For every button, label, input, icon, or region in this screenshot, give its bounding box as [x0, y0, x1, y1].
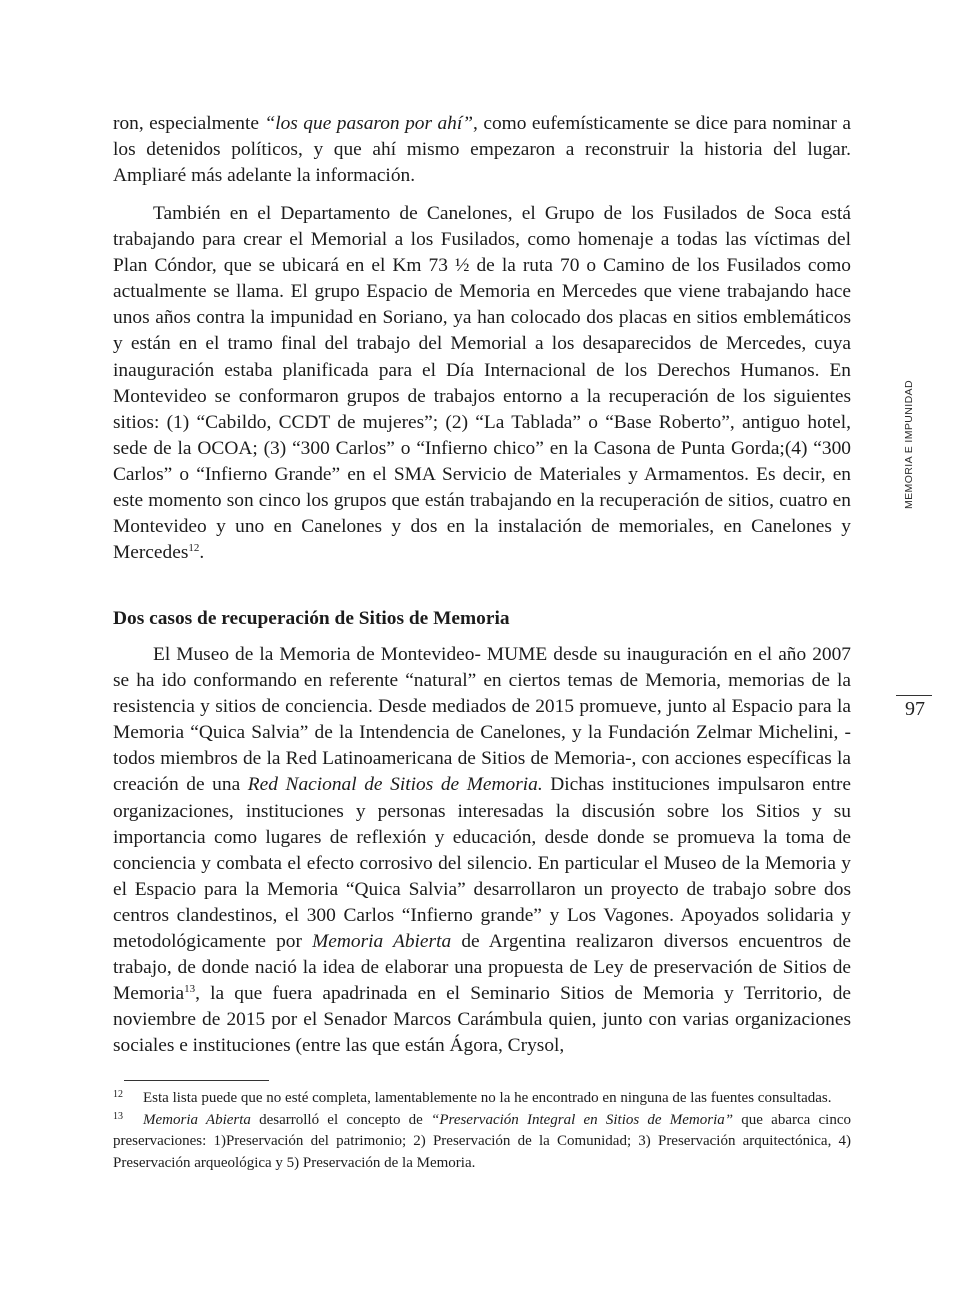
running-head: MEMORIA E IMPUNIDAD: [903, 380, 915, 509]
footnote-text: Esta lista puede que no esté completa, lamentablemente no la he encontrado en ninguna de las fuentes consultadas.: [143, 1090, 832, 1106]
page-number-rule: [896, 695, 932, 696]
paragraph-1-italic: “los que pasaron por ahí”: [264, 113, 474, 134]
footnote-italic-title: “Preservación Integral en Sitios de Memoria”: [431, 1111, 734, 1128]
paragraph-mume: [113, 642, 851, 1060]
footnote-12: 12 Esta lista puede que no esté completa, lamentablemente no la he encontrado en ninguna de las fuentes consultadas.: [113, 1089, 832, 1106]
paragraph-2-end: .: [199, 542, 205, 564]
paragraph-3-text-d: , la que fuera apadrinada en el Seminario Sitios de Memoria y Territorio, de noviembre de 2015 por el Senador Marcos Carámbula quien, junto con varias organizaciones sociales e instituciones (entre las que están Ágora, Crysol,: [113, 983, 851, 1057]
footnote-text-end: que abarca cinco preservaciones: 1)Preservación del patrimonio; 2) Preservación de la Comunidad; 3) Preservación arquitectónica, 4) Preservación arqueológica y 5) Preservación de la Memoria.: [113, 1111, 851, 1171]
footnote-ref-13[interactable]: 13: [184, 983, 196, 996]
paragraph-1-text-end: , como eufemísticamente se dice para nominar a los detenidos políticos, y que ahí mismo empezaron a reconstruir la historia del lugar. Ampliaré más adelante la información.: [113, 113, 851, 187]
paragraph-continuation: [113, 111, 851, 189]
paragraph-3-italic-b: Memoria Abierta: [312, 931, 452, 953]
footnote-divider: [124, 1080, 269, 1081]
paragraph-1-text: ron, especialmente: [113, 113, 265, 134]
footnote-italic-lead: Memoria Abierta: [143, 1111, 251, 1128]
paragraph-3-text-c: de Argentina realizaron diversos encuentros de trabajo, de donde nació la idea de elaborar una propuesta de Ley de preservación de Sitios de Memoria: [113, 931, 851, 1005]
page-number: 97: [905, 698, 925, 720]
footnote-ref-12[interactable]: 12: [188, 542, 200, 555]
paragraph-2-text: También en el Departamento de Canelones, el Grupo de los Fusilados de Soca está trabajando para crear el Memorial a los Fusilados, como homenaje a todas las víctimas del Plan Cóndor, que se ubicará en el Km 73 ½ de la ruta 70 o Camino de los Fusilados como actualmente se llama. El grupo Espacio de Memoria en Mercedes que viene trabajando hace unos años contra la impunidad en Soriano, ya han colocado dos placas en sitios emblemáticos y están en el tramo final del trabajo del Memorial a los desaparecidos de Mercedes, cuya inauguración estaba planificada para el Día Internacional de los Derechos Humanos. En Montevideo se conformaron grupos de trabajos entorno a la recuperación de los siguientes sitios: (1) “Cabildo, CCDT de mujeres”; (2) “La Tablada” o “Base Roberto”, antiguo hotel, sede de la OCOA; (3) “300 Carlos” o “Infierno chico” en la Casona de Punta Gorda;(4) “300 Carlos” o “Infierno Grande” en el SMA Servicio de Materiales y Armamentos. Es decir, en este momento son cinco los grupos que están trabajando en la recuperación de sitios, cuatro en Montevideo y uno en Canelones y dos en la instalación de memoriales, en Canelones y Mercedes: [113, 203, 851, 564]
paragraph-3-text-b: Dichas instituciones impulsaron entre organizaciones, instituciones y personas interesadas la discusión sobre los Sitios y su importancia como lugares de reflexión y educación, desde donde se promueva la toma de conciencia y combata el efecto corrosivo del silencio. En particular el Museo de la Memoria y el Espacio para la Memoria “Quica Salvia” desarrollaron un proyecto de trabajo sobre dos centros clandestinos, el 300 Carlos “Infierno grande” y Los Vagones. Apoyados solidaria y metodológicamente por: [113, 774, 851, 953]
paragraph-groups: [113, 201, 851, 566]
footnote-text: desarrolló el concepto de: [250, 1111, 432, 1128]
footnote-13: 13 Memoria Abierta desarrolló el concepto de “Preservación Integral en Sitios de Memoria” que abarca cinco preservaciones: 1)Preservación del patrimonio; 2) Preservación de la Comunidad; 3) Preservación arquitectónica, 4) Preservación arqueológica y 5) Preservación de la Memoria.: [113, 1110, 851, 1171]
section-heading: Dos casos de recuperación de Sitios de Memoria: [113, 608, 510, 629]
paragraph-3-italic-a: Red Nacional de Sitios de Memoria.: [247, 774, 543, 796]
footnotes: [113, 1088, 851, 1174]
paragraph-3-text-a: El Museo de la Memoria de Montevideo- MUME desde su inauguración en el año 2007 se ha ido conformando en referente “natural” en ciertos temas de Memoria, memorias de la resistencia y sitios de conciencia. Desde mediados de 2015 promueve, junto al Espacio para la Memoria “Quica Salvia” de la Intendencia de Canelones, y la Fundación Zelmar Michelini, -todos miembros de la Red Latinoamericana de Sitios de Memoria-, con acciones específicas la creación de una: [113, 644, 851, 796]
